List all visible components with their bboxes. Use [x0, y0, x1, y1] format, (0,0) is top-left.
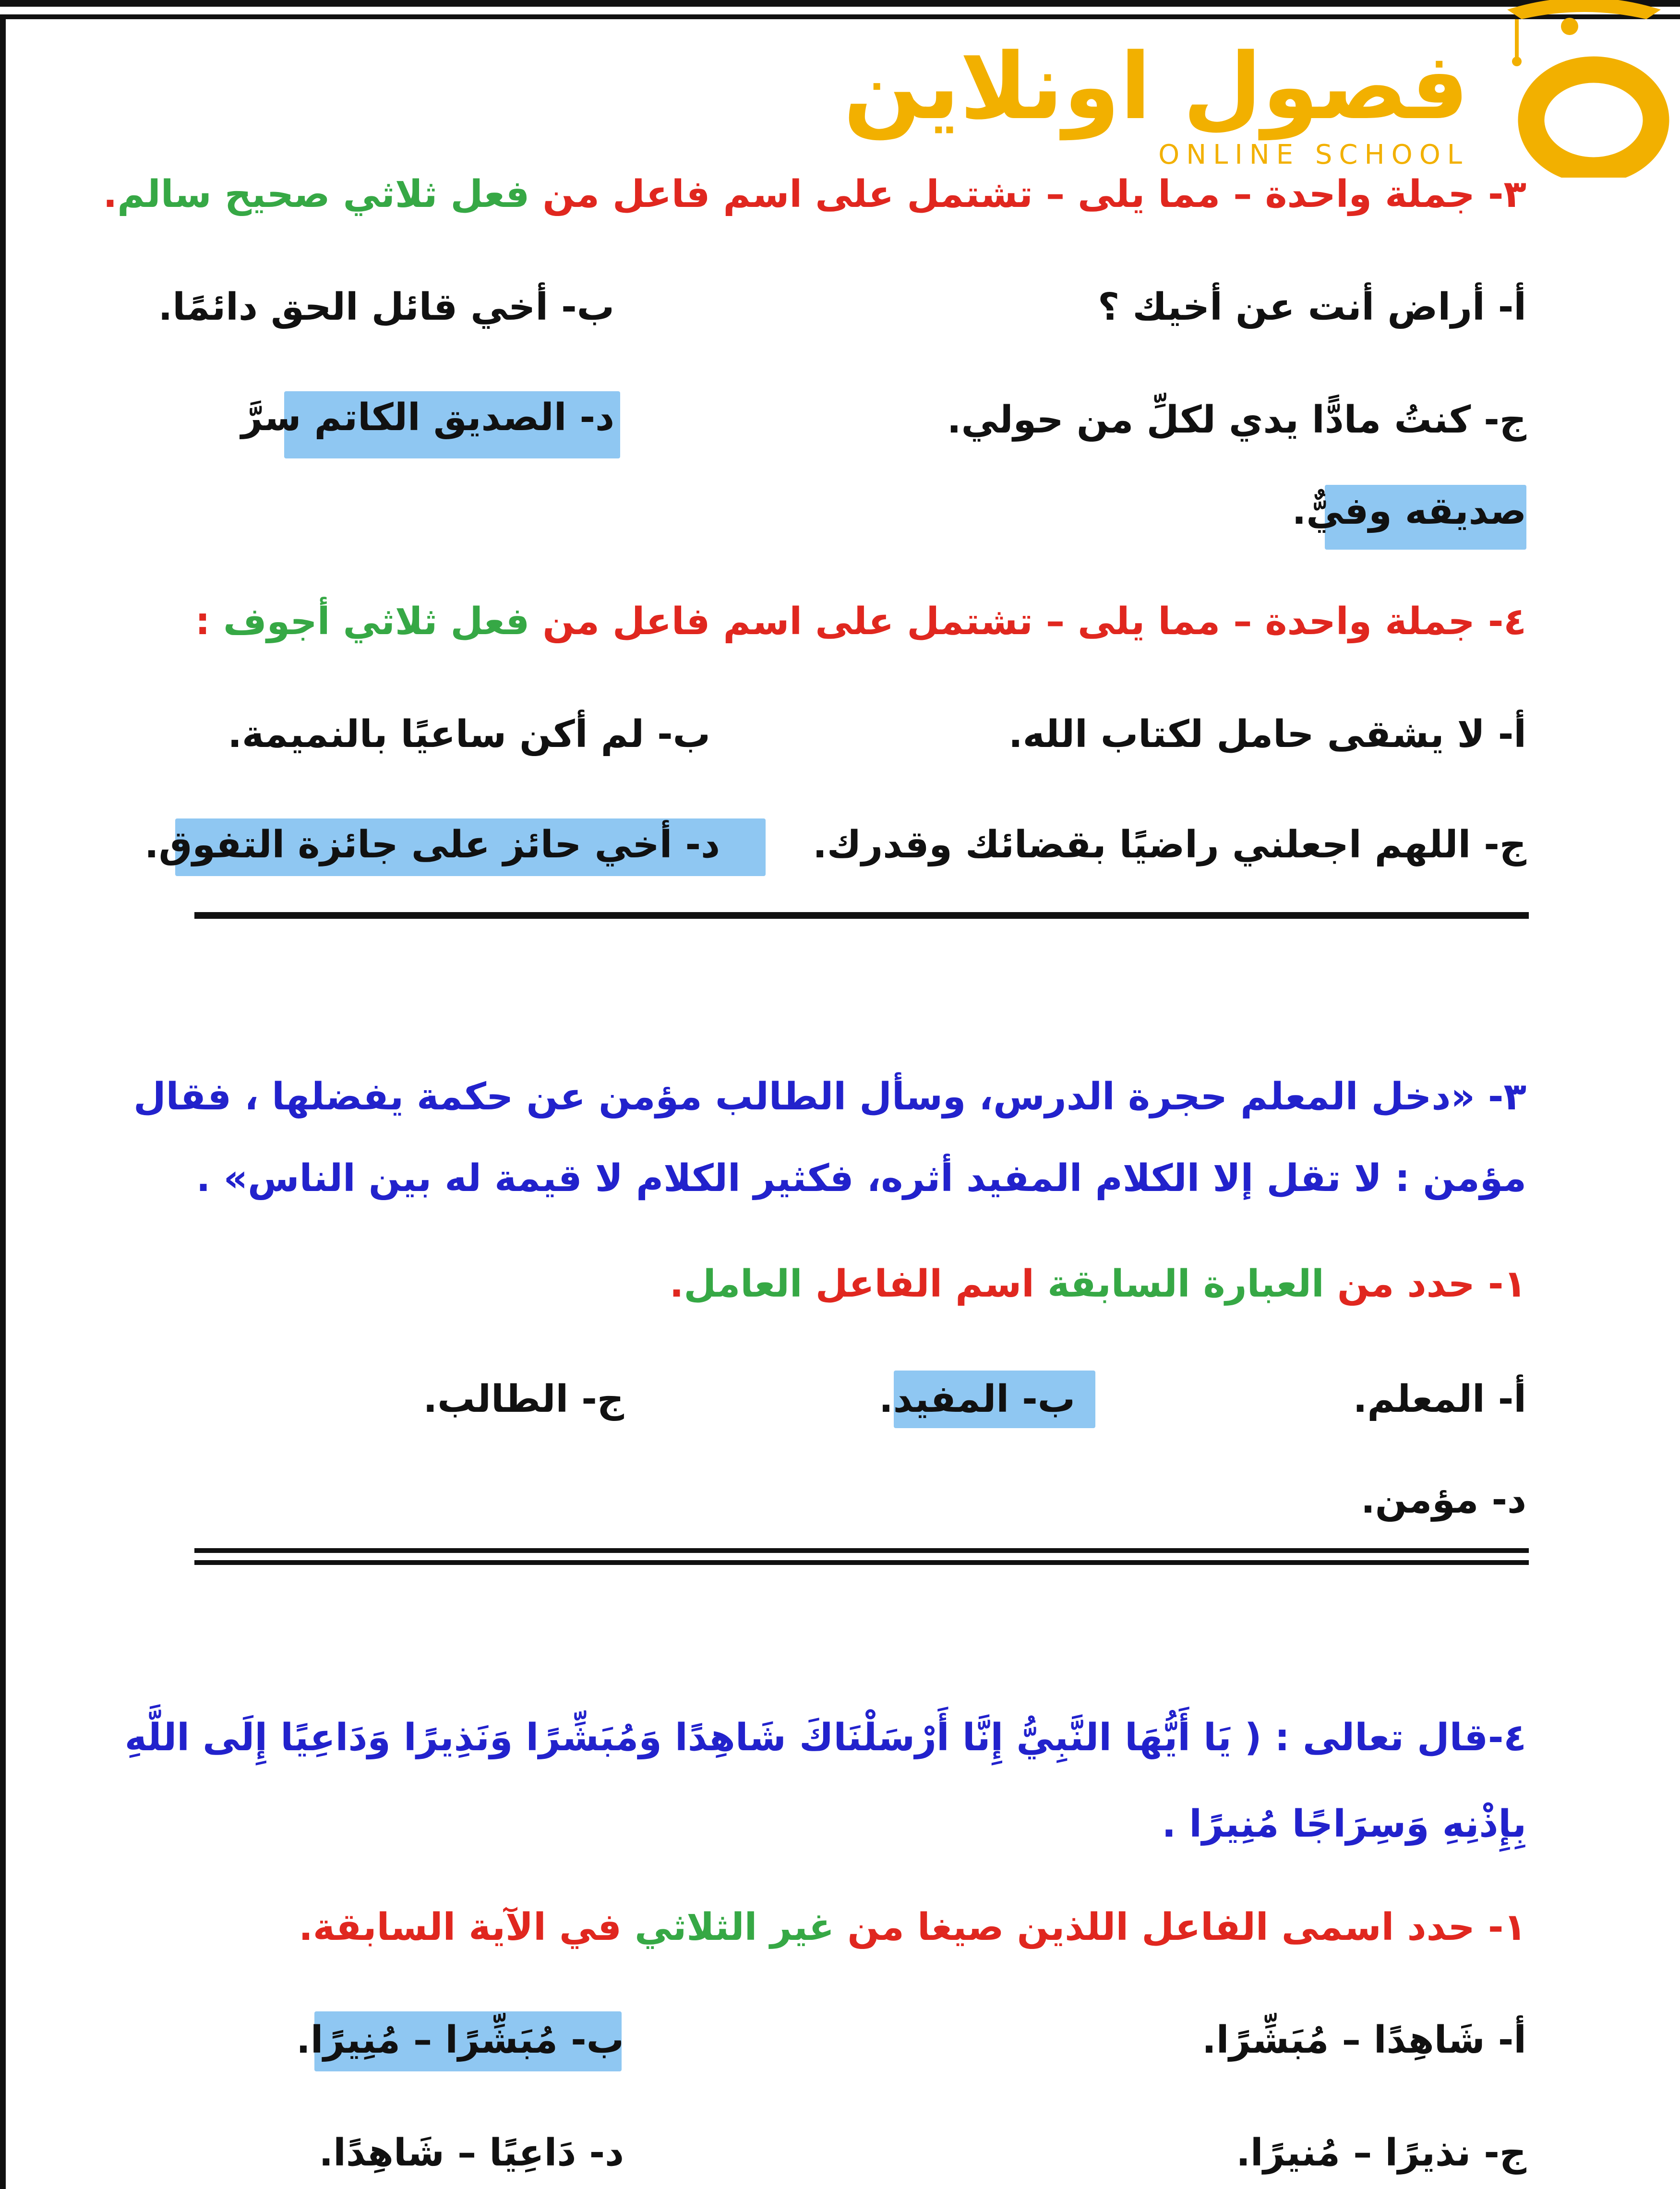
- logo-arabic-text: فصول اونلاين: [843, 34, 1469, 140]
- q4b-option-d: د- دَاعِيًا – شَاهِدًا.: [319, 2131, 624, 2175]
- q4b-heading-part3: في الآية السابقة.: [299, 1906, 635, 1949]
- q4-heading-part3: :: [195, 600, 224, 643]
- q4-heading-part2: فعل ثلاثي أجوف: [223, 600, 530, 643]
- q4-option-c: ج- اللهم اجعلني راضيًا بقضائك وقدرك.: [813, 823, 1526, 866]
- logo-english-text: ONLINE SCHOOL: [1158, 139, 1469, 170]
- q3b-option-a: أ- المعلم.: [1353, 1378, 1526, 1421]
- page-border-left: [0, 14, 6, 2189]
- q3-option-d-continued: صديقه وفيٌّ.: [1292, 490, 1526, 533]
- q4b-option-b: ب- مُبَشِّرًا – مُنِيرًا.: [296, 2019, 624, 2062]
- q4b-option-a: أ- شَاهِدًا – مُبَشِّرًا.: [1202, 2019, 1526, 2062]
- q3b-heading-part3: اسم الفاعل: [802, 1263, 1048, 1306]
- q3-heading-part3: .: [103, 173, 118, 216]
- graduation-cap-icon: [1488, 0, 1680, 178]
- q4b-verse-line1: ٤-قال تعالى : ( يَا أَيُّهَا النَّبِيُّ إِنَّا أَرْسَلْنَاكَ شَاهِدًا وَمُبَشِّرًا وَنَذِيرًا وَدَاعِيًا إِلَى اللَّهِ: [124, 1716, 1526, 1759]
- q3b-heading-part5: .: [669, 1263, 684, 1306]
- q4b-verse-line2: بِإِذْنِهِ وَسِرَاجًا مُنِيرًا .: [1162, 1803, 1526, 1846]
- q3b-heading-part4: العامل: [684, 1263, 803, 1306]
- q4-heading-part1: ٤- جملة واحدة – مما يلى – تشتمل على اسم فاعل من: [529, 600, 1526, 643]
- q4b-heading-part2: غير الثلاثي: [635, 1906, 835, 1949]
- q4-heading: [195, 600, 1526, 643]
- q3b-heading: [670, 1263, 1526, 1306]
- q3b-heading-part1: ١- حدد من: [1324, 1263, 1526, 1306]
- q3b-option-c: ج- الطالب.: [423, 1378, 624, 1421]
- q3-option-b: ب- أخي قائل الحق دائمًا.: [158, 286, 614, 329]
- q4b-heading: [299, 1906, 1526, 1949]
- q4-option-a: أ- لا يشقى حامل لكتاب الله.: [1008, 713, 1526, 756]
- q3-heading: [103, 173, 1526, 216]
- q3b-passage-line2: مؤمن : لا تقل إلا الكلام المفيد أثره، فكثير الكلام لا قيمة له بين الناس» .: [196, 1157, 1526, 1200]
- section-divider-double-top: [194, 1548, 1529, 1553]
- q3-heading-part1: ٣- جملة واحدة – مما يلى – تشتمل على اسم فاعل من: [529, 173, 1526, 216]
- q3-option-a: أ- أراض أنت عن أخيك ؟: [1098, 286, 1526, 329]
- q3b-option-d: د- مؤمن.: [1361, 1479, 1526, 1522]
- q4-option-d: د- أخي حائز على جائزة التفوق.: [144, 823, 720, 866]
- q4b-option-c: ج- نذيرًا – مُنيرًا.: [1236, 2131, 1526, 2175]
- section-divider: [194, 912, 1529, 919]
- q4b-heading-part1: ١- حدد اسمى الفاعل اللذين صيغا من: [834, 1906, 1526, 1949]
- q3b-heading-part2: العبارة السابقة: [1047, 1263, 1324, 1306]
- logo: [843, 0, 1680, 178]
- section-divider-double-bottom: [194, 1560, 1529, 1565]
- q3b-option-b: ب- المفيد.: [879, 1378, 1075, 1421]
- q3-option-d: د- الصديق الكاتم سرَّ: [241, 396, 614, 439]
- q3-heading-part2: فعل ثلاثي صحيح سالم: [117, 173, 530, 216]
- q4-option-b: ب- لم أكن ساعيًا بالنميمة.: [228, 713, 710, 756]
- q3b-passage-line1: ٣- «دخل المعلم حجرة الدرس، وسأل الطالب مؤمن عن حكمة يفضلها ، فقال: [133, 1075, 1526, 1119]
- q3-option-c: ج- كنتُ مادًّا يدي لكلِّ من حولي.: [947, 398, 1526, 442]
